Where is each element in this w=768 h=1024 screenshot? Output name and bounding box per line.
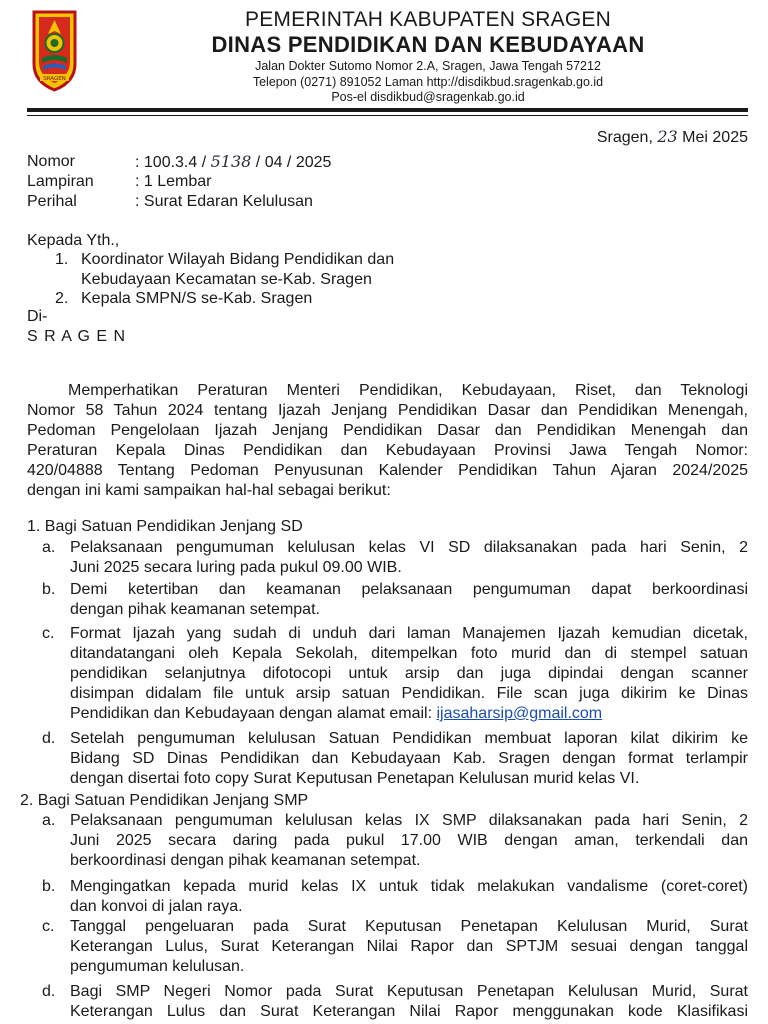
recipient-line: Kebudayaan Kecamatan se-Kab. Sragen (81, 271, 372, 288)
nomor-value: : 100.3.4 / 5138 / 04 / 2025 (135, 152, 332, 171)
recipient-number: 1. (55, 251, 69, 268)
paragraph-line: dengan ini kami sampaikan hal-hal sebagai berikut: (27, 482, 391, 499)
item-line: dan konvoi di jalan raya. (70, 898, 243, 915)
item-line: Bagi SMP Negeri Nomor pada Surat Keputusan Penetapan Kelulusan Murid, Surat (70, 983, 748, 1000)
office-address: Jalan Dokter Sutomo Nomor 2.A, Sragen, Jawa Tengah 57212 (255, 59, 601, 73)
item-line: ditandatangani oleh Kepala Sekolah, ditempelkan foto murid dan di stempel satuan (70, 645, 748, 662)
item-line: disimpan didalam file untuk arsip satuan Pendidikan. File scan juga dikirim ke Dinas (70, 685, 748, 702)
list-item (70, 917, 748, 977)
item-line: dengan disertai foto copy Surat Keputusan Penetapan Kelulusan murid kelas VI. (70, 770, 640, 787)
government-name: PEMERINTAH KABUPATEN SRAGEN (245, 8, 611, 31)
item-line: Keterangan Lulus dan Surat Keterangan Nilai Rapor menggunakan kode Klasifikasi (70, 1003, 748, 1020)
handwritten-number: 5138 (210, 152, 252, 171)
item-line: Juni 2025 secara luring pada pukul 09.00 WIB. (70, 559, 402, 576)
item-line-with-link: Pendidikan dan Kebudayaan dengan alamat email: ijasaharsip@gmail.com (70, 705, 603, 722)
handwritten-day: 23 (657, 127, 678, 146)
item-letter: b. (42, 878, 56, 895)
letter-date: Sragen, 23 Mei 2025 (596, 127, 748, 146)
recipient-line: Koordinator Wilayah Bidang Pendidikan dan (81, 251, 395, 268)
list-item (70, 811, 748, 871)
letterhead-rule-thin (27, 115, 748, 116)
item-line: Keterangan Lulus, Surat Keterangan Nilai Rapor dan SPTJM sesuai dengan tanggal (70, 938, 748, 955)
item-letter: d. (42, 730, 56, 747)
item-line: pendidikan selanjutnya difotocopi untuk arsip dan juga dipindai dengan scanner (70, 665, 748, 682)
item-line: Pelaksanaan pengumuman kelulusan kelas IX SMP dilaksanakan pada hari Senin, 2 (70, 812, 748, 829)
office-contact: Telepon (0271) 891052 Laman http://disdikbud.sragenkab.go.id (252, 75, 604, 89)
item-letter: a. (42, 539, 56, 556)
item-letter: a. (42, 812, 56, 829)
section-heading: 2. Bagi Satuan Pendidikan Jenjang SMP (20, 792, 309, 809)
destination-city: S R A G E N (27, 328, 127, 345)
lampiran-value: : 1 Lembar (135, 173, 212, 190)
di-label: Di- (27, 308, 48, 325)
recipient-line: Kepala SMPN/S se-Kab. Sragen (81, 290, 313, 307)
section-heading: 1. Bagi Satuan Pendidikan Jenjang SD (27, 518, 303, 535)
item-letter: d. (42, 983, 56, 1000)
regency-crest-icon (31, 8, 78, 93)
paragraph-line: Nomor 58 Tahun 2024 tentang Ijazah Jenjang Pendidikan Dasar dan Pendidikan Menengah, (27, 402, 748, 419)
letterhead (0, 0, 768, 125)
list-item (70, 538, 748, 578)
paragraph-line: Peraturan Kepala Dinas Pendidikan dan Kebudayaan Provinsi Jawa Tengah Nomor: (27, 442, 748, 459)
item-letter: b. (42, 581, 56, 598)
letterhead-rule-thick (27, 108, 748, 112)
item-line: Setelah pengumuman kelulusan Satuan Pendidikan membuat laporan kilat dikirim ke (70, 730, 748, 747)
item-line: Demi ketertiban dan keamanan pelaksanaan pengumuman dapat berkoordinasi (70, 581, 748, 598)
list-item (70, 580, 748, 620)
item-line: berkoordinasi dengan pihak keamanan setempat. (70, 852, 421, 869)
perihal-label: Perihal (27, 193, 77, 210)
item-line: dengan pihak keamanan setempat. (70, 601, 320, 618)
office-email: Pos-el disdikbud@sragenkab.go.id (331, 90, 525, 104)
svg-text:SRAGEN: SRAGEN (43, 76, 66, 82)
paragraph-line: 420/04888 Tentang Pedoman Penyusunan Kalender Pendidikan Tahun Ajaran 2024/2025 (27, 462, 748, 479)
item-line: pengumuman kelulusan. (70, 958, 245, 975)
list-item (70, 624, 748, 724)
paragraph-line: Memperhatikan Peraturan Menteri Pendidikan, Kebudayaan, Riset, dan Teknologi (68, 382, 748, 399)
item-line: Juni 2025 secara daring pada pukul 17.00 WIB dengan aman, terkendali dan (70, 832, 748, 849)
salutation: Kepada Yth., (27, 232, 120, 249)
perihal-value: : Surat Edaran Kelulusan (135, 193, 313, 210)
item-line: Bidang SD Dinas Pendidikan dan Kebudayaan Kab. Sragen dengan format terlampir (70, 750, 748, 767)
item-letter: c. (42, 918, 55, 935)
item-line: Pelaksanaan pengumuman kelulusan kelas VI SD dilaksanakan pada hari Senin, 2 (70, 539, 748, 556)
list-item (70, 982, 748, 1022)
paragraph-line: Pedoman Pengelolaan Ijazah Jenjang Pendidikan Dasar dan Pendidikan Menengah dan (27, 422, 748, 439)
recipient-number: 2. (55, 290, 69, 307)
nomor-label: Nomor (27, 153, 76, 170)
item-line: Mengingatkan kepada murid kelas IX untuk tidak melakukan vandalisme (coret-coret) (70, 878, 748, 895)
email-link[interactable]: ijasaharsip@gmail.com (436, 705, 603, 722)
lampiran-label: Lampiran (27, 173, 94, 190)
item-letter: c. (42, 625, 55, 642)
list-item (70, 729, 748, 789)
department-name: DINAS PENDIDIKAN DAN KEBUDAYAAN (211, 32, 645, 57)
list-item (70, 877, 748, 917)
item-line: Format Ijazah yang sudah di unduh dari laman Manajemen Ijazah kemudian dicetak, (70, 625, 748, 642)
intro-paragraph (27, 381, 748, 501)
item-line: Tanggal pengeluaran pada Surat Keputusan Penetapan Kelulusan Murid, Surat (70, 918, 748, 935)
